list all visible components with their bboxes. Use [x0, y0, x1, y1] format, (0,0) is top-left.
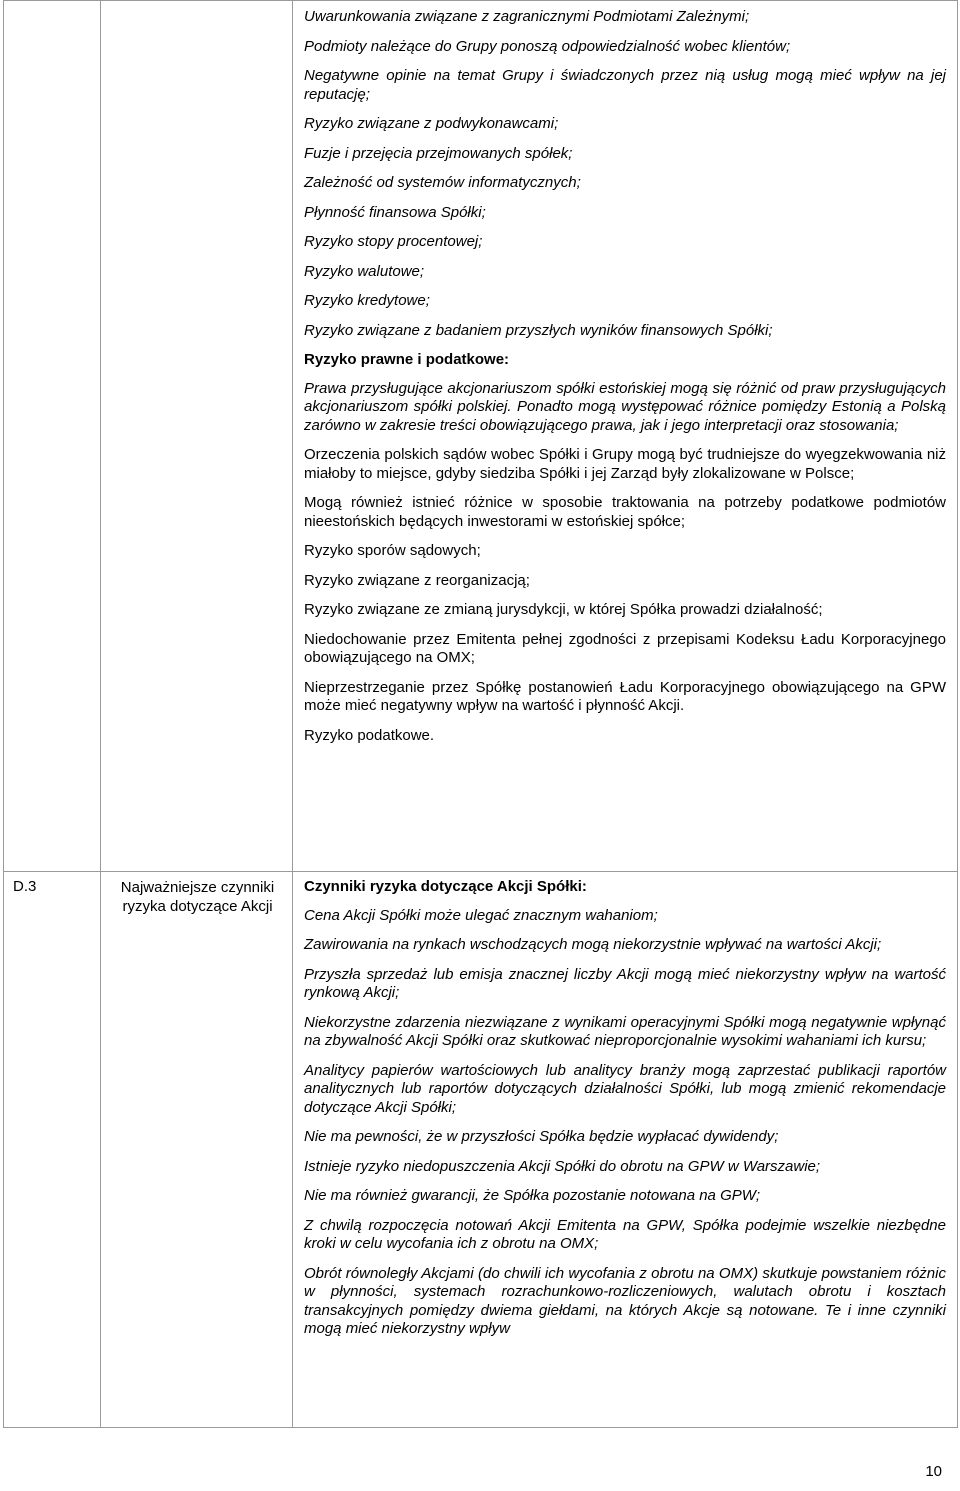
table-row-top [4, 1, 958, 872]
risk-item: Przyszła sprzedaż lub emisja znacznej liczby Akcji mogą mieć niekorzystny wpływ na wartość rynkową Akcji; [304, 965, 946, 1001]
risk-item: Mogą również istnieć różnice w sposobie traktowania na potrzeby podatkowe podmiotów nieestońskich będących inwestorami w estońskiej spółce; [304, 494, 946, 530]
table-row-d3 [4, 872, 958, 1428]
content-cell-d3 [293, 872, 958, 1428]
risk-item: Ryzyko związane z badaniem przyszłych wyników finansowych Spółki; [304, 321, 773, 339]
risk-item: Nie ma pewności, że w przyszłości Spółka będzie wypłacać dywidendy; [304, 1128, 779, 1145]
risk-item: Ryzyko związane z reorganizacją; [304, 571, 530, 589]
risk-item: Negatywne opinie na temat Grupy i świadczonych przez nią usług mogą mieć wpływ na jej reputację; [304, 67, 946, 103]
risk-item: Istnieje ryzyko niedopuszczenia Akcji Spółki do obrotu na GPW w Warszawie; [304, 1157, 821, 1175]
risk-item: Zawirowania na rynkach wschodzących mogą niekorzystnie wpływać na wartości Akcji; [304, 936, 882, 953]
content-cell-top [293, 1, 958, 872]
code-cell-top [4, 1, 101, 872]
risk-item: Ryzyko związane ze zmianą jurysdykcji, w której Spółka prowadzi działalność; [304, 601, 823, 618]
share-risk-heading: Czynniki ryzyka dotyczące Akcji Spółki: [304, 878, 587, 895]
risk-item: Niekorzystne zdarzenia niezwiązane z wynikami operacyjnymi Spółki mogą negatywnie wpłynąć na zbywalność Akcji Spółki oraz skutkować nieproporcjonalnie wysokimi wahaniami ich kursu; [304, 1013, 946, 1049]
risk-factors-table [3, 0, 958, 1428]
risk-item: Płynność finansowa Spółki; [304, 203, 486, 221]
section-code: D.3 [13, 878, 37, 895]
risk-item: Ryzyko kredytowe; [304, 292, 430, 309]
risk-item: Obrót równoległy Akcjami (do chwili ich wycofania z obrotu na OMX) skutkuje powstaniem różnic w płynności, systemach rozrachunkowo-rozliczeniowych, walutach obrotu i kosztach transakcyjnych pomiędzy dwiema giełdami, na których Akcje są notowane. Te i inne czynniki mogą mieć niekorzystny wpływ [304, 1264, 946, 1337]
risk-item: Prawa przysługujące akcjonariuszom spółki estońskiej mogą się różnić od praw przysługujących akcjonariuszom spółki polskiej. Ponadto mogą występować różnice pomiędzy Estonią a Polską zarówno w zakresie treści obowiązującego prawa, jak i jego interpretacji oraz stosowania; [304, 379, 946, 434]
risk-item: Ryzyko stopy procentowej; [304, 233, 483, 250]
risk-item: Fuzje i przejęcia przejmowanych spółek; [304, 144, 573, 162]
risk-item: Orzeczenia polskich sądów wobec Spółki i Grupy mogą być trudniejsze do wyegzekwowania niż miałoby to miejsce, gdyby siedziba Spółki i jej Zarząd były zlokalizowane w Polsce; [304, 446, 946, 482]
legal-tax-risk-heading: Ryzyko prawne i podatkowe: [304, 351, 510, 368]
label-cell-top [101, 1, 293, 872]
code-cell-d3 [4, 872, 101, 1428]
risk-item: Zależność od systemów informatycznych; [304, 174, 581, 191]
risk-item: Nie ma również gwarancji, że Spółka pozostanie notowana na GPW; [304, 1187, 761, 1204]
risk-item: Ryzyko podatkowe. [304, 726, 435, 744]
label-cell-d3 [101, 872, 293, 1428]
risk-item: Cena Akcji Spółki może ulegać znacznym wahaniom; [304, 906, 658, 924]
page-number: 10 [925, 1463, 942, 1480]
risk-item: Podmioty należące do Grupy ponoszą odpowiedzialność wobec klientów; [304, 37, 791, 55]
risk-item: Z chwilą rozpoczęcia notowań Akcji Emitenta na GPW, Spółka podejmie wszelkie niezbędne kroki w celu wycofania ich z obrotu na OMX; [304, 1216, 946, 1252]
risk-item: Ryzyko sporów sądowych; [304, 542, 481, 559]
risk-item: Analitycy papierów wartościowych lub analitycy branży mogą zaprzestać publikacji raportów analitycznych lub raportów dotyczących działalności Spółki, lub mogą zmienić rekomendacje dotyczące Akcji Spółki; [304, 1061, 946, 1116]
section-label: Najważniejsze czynniki ryzyka dotyczące Akcji [120, 879, 275, 915]
risk-item: Uwarunkowania związane z zagranicznymi Podmiotami Zależnymi; [304, 8, 750, 25]
risk-item: Ryzyko związane z podwykonawcami; [304, 115, 559, 132]
risk-item: Niedochowanie przez Emitenta pełnej zgodności z przepisami Kodeksu Ładu Korporacyjnego obowiązującego na OMX; [304, 630, 946, 666]
risk-item: Ryzyko walutowe; [304, 262, 425, 280]
risk-item: Nieprzestrzeganie przez Spółkę postanowień Ładu Korporacyjnego obowiązującego na GPW może mieć negatywny wpływ na wartość i płynność Akcji. [304, 678, 946, 714]
